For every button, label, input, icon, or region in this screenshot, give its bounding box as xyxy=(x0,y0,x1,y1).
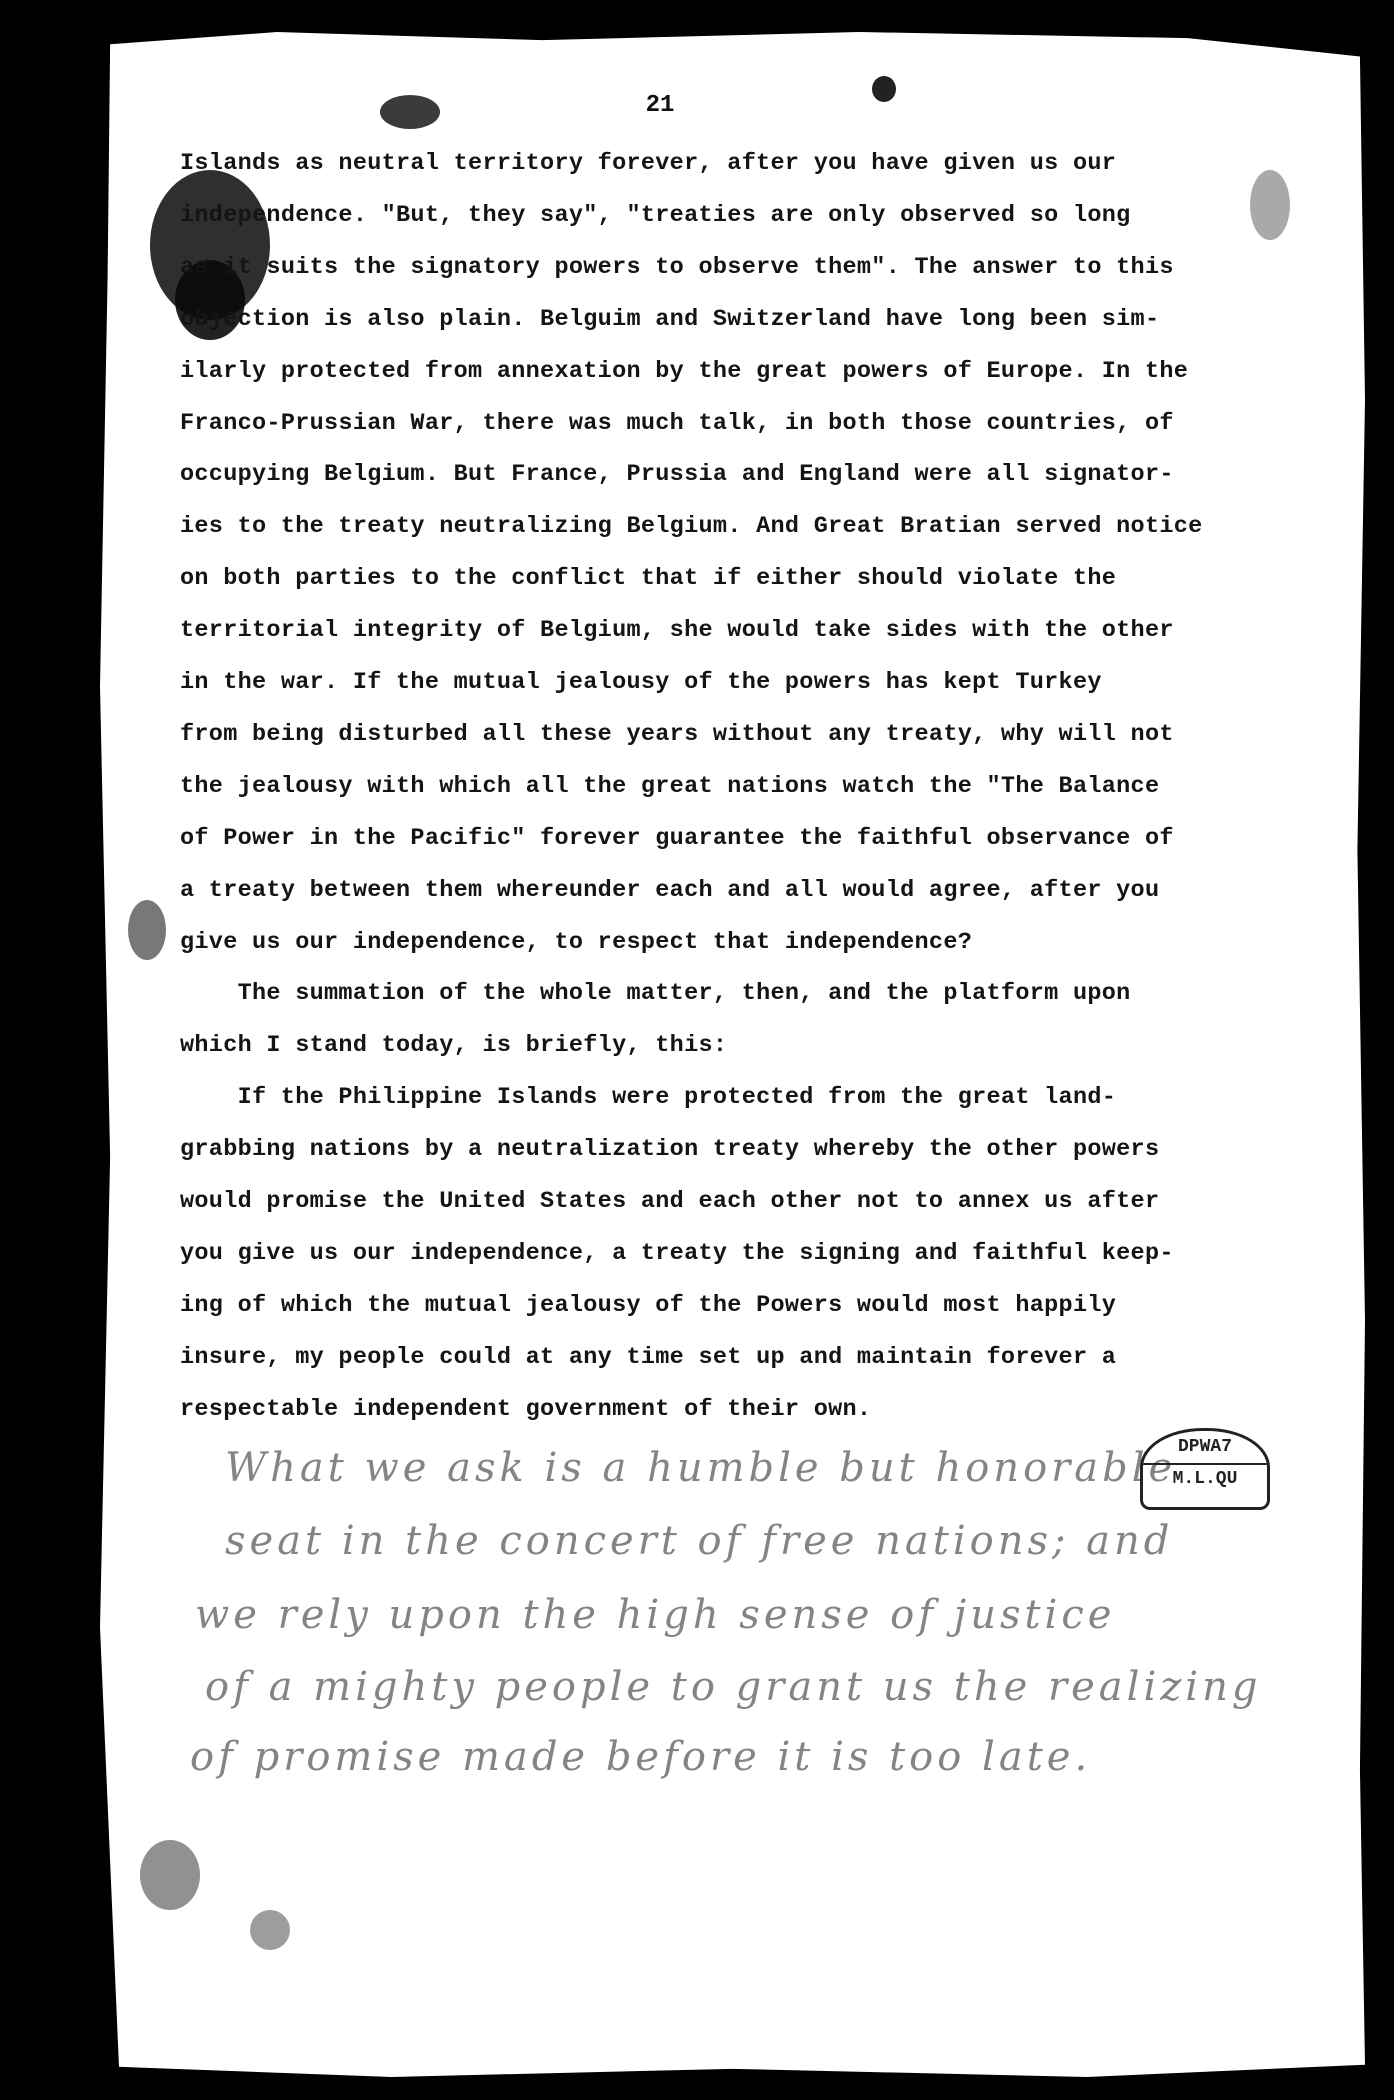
archive-stamp xyxy=(1140,1428,1270,1510)
ink-stain xyxy=(140,1840,200,1910)
ink-stain xyxy=(380,95,440,129)
ink-stain xyxy=(128,900,166,960)
typed-line: give us our independence, to respect that independence? xyxy=(180,928,973,956)
stamp-top-text: DPWA7 xyxy=(1177,1437,1232,1457)
stamp-bottom-text: M.L.QU xyxy=(1143,1463,1267,1489)
typed-line: If the Philippine Islands were protected from the great land- xyxy=(180,1084,1117,1112)
typed-line: independence. "But, they say", "treaties are only observed so long xyxy=(180,201,1131,229)
ink-stain xyxy=(872,76,896,102)
handwritten-line: seat in the concert of free nations; and xyxy=(225,1518,1174,1564)
typed-line: Islands as neutral territory forever, after you have given us our xyxy=(180,150,1117,177)
typed-line: ing of which the mutual jealousy of the Powers would most happily xyxy=(180,1291,1117,1319)
typed-line: insure, my people could at any time set up and maintain forever a xyxy=(180,1343,1117,1371)
typed-line: from being disturbed all these years without any treaty, why will not xyxy=(180,720,1174,748)
typed-line: in the war. If the mutual jealousy of the powers has kept Turkey xyxy=(180,669,1102,696)
handwritten-line: we rely upon the high sense of justice xyxy=(195,1592,1116,1638)
typed-line: Franco-Prussian War, there was much talk, in both those countries, of xyxy=(180,409,1174,437)
typed-line: would promise the United States and each other not to annex us after xyxy=(180,1188,1160,1215)
page-number: 21 xyxy=(645,92,675,119)
typed-line: you give us our independence, a treaty the signing and faithful keep- xyxy=(180,1239,1174,1267)
typed-line: which I stand today, is briefly, this: xyxy=(180,1032,728,1060)
ink-stain xyxy=(1250,170,1290,240)
typed-line: occupying Belgium. But France, Prussia and England were all signator- xyxy=(180,461,1174,489)
typed-line: respectable independent government of their own. xyxy=(180,1395,872,1423)
typed-line: the jealousy with which all the great nations watch the "The Balance xyxy=(180,772,1160,800)
typed-line: on both parties to the conflict that if either should violate the xyxy=(180,565,1117,593)
typed-line: as it suits the signatory powers to observe them". The answer to this xyxy=(180,253,1174,281)
handwritten-line: What we ask is a humble but honorable xyxy=(225,1445,1177,1491)
typed-line: grabbing nations by a neutralization treaty whereby the other powers xyxy=(180,1136,1160,1164)
handwritten-line: of a mighty people to grant us the realizing xyxy=(205,1664,1262,1710)
typed-line: territorial integrity of Belgium, she would take sides with the other xyxy=(180,617,1174,645)
typed-line: ilarly protected from annexation by the great powers of Europe. In the xyxy=(180,357,1189,385)
typed-line: ies to the treaty neutralizing Belgium. And Great Bratian served notice xyxy=(180,513,1203,541)
handwritten-line: of promise made before it is too late. xyxy=(190,1734,1092,1780)
typed-line: The summation of the whole matter, then, and the platform upon xyxy=(180,980,1131,1008)
typed-line: objection is also plain. Belguim and Switzerland have long been sim- xyxy=(180,305,1160,333)
typed-line: of Power in the Pacific" forever guarantee the faithful observance of xyxy=(180,824,1174,852)
ink-stain xyxy=(250,1910,290,1950)
typed-line: a treaty between them whereunder each and all would agree, after you xyxy=(180,876,1160,904)
